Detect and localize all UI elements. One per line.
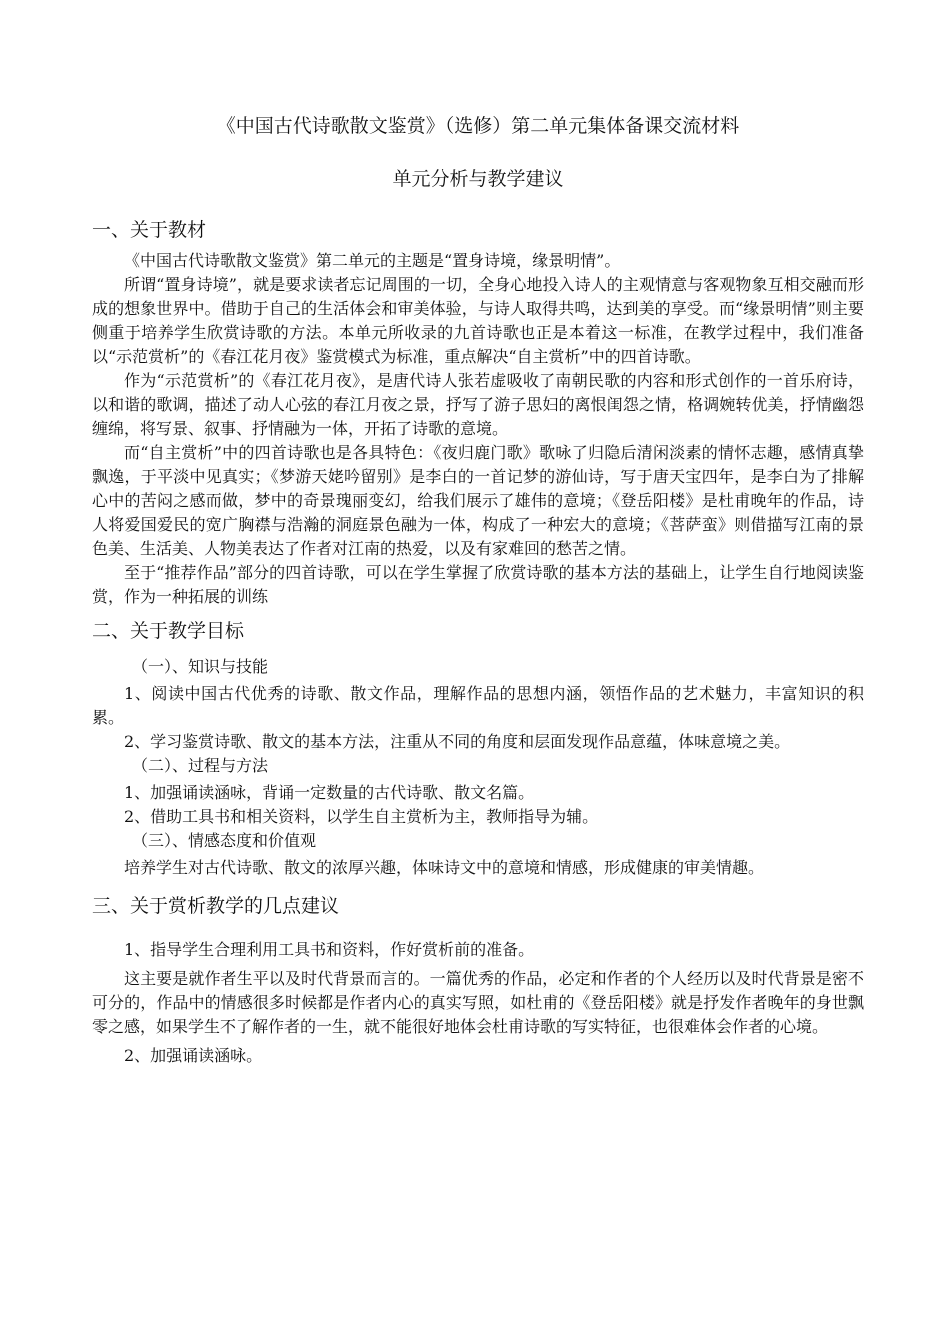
document-title: 《中国古代诗歌散文鉴赏》（选修）第二单元集体备课交流材料 <box>216 115 740 137</box>
section2-item: 1、阅读中国古代优秀的诗歌、散文作品，理解作品的思想内涵，领悟作品的艺术魅力，丰富知识的积累。 <box>92 684 864 727</box>
section2-item: 培养学生对古代诗歌、散文的浓厚兴趣，体味诗文中的意境和情感，形成健康的审美情趣。 <box>124 858 765 877</box>
section2-item: 2、借助工具书和相关资料，以学生自主赏析为主，教师指导为辅。 <box>124 807 599 826</box>
document-page <box>92 112 864 1068</box>
section3-heading: 三、关于赏析教学的几点建议 <box>92 895 340 917</box>
section2-subheading: （一）、知识与技能 <box>132 657 269 676</box>
section1-paragraph: 作为“示范赏析”的《春江花月夜》，是唐代诗人张若虚吸收了南朝民歌的内容和形式创作的一首乐府诗，以和谐的歌调，描述了动人心弦的春江月夜之景，抒写了游子思妇的离恨闺怨之情，格调婉转优美，抒情幽怨缠绵，将写景、叙事、抒情融为一体，开拓了诗歌的意境。 <box>92 371 864 438</box>
section1-paragraph: 而“自主赏析”中的四首诗歌也是各具特色：《夜归鹿门歌》歌咏了归隐后清闲淡素的情怀志趣，感情真挚飘逸，于平淡中见真实；《梦游天姥吟留别》是李白的一首记梦的游仙诗，写于唐天宝四年，是李白为了排解心中的苦闷之感而做，梦中的奇景瑰丽变幻，给我们展示了雄伟的意境；《登岳阳楼》是杜甫晚年的作品，诗人将爱国爱民的宽广胸襟与浩瀚的洞庭景色融为一体，构成了一种宏大的意境；《菩萨蛮》则借描写江南的景色美、生活美、人物美表达了作者对江南的热爱，以及有家难回的愁苦之情。 <box>92 443 864 558</box>
section1-heading: 一、关于教材 <box>92 219 207 241</box>
section2-item: 1、加强诵读涵咏，背诵一定数量的古代诗歌、散文名篇。 <box>124 783 535 802</box>
section2-subheading: （三）、情感态度和价值观 <box>132 831 317 850</box>
section3-paragraph: 这主要是就作者生平以及时代背景而言的。一篇优秀的作品，必定和作者的个人经历以及时代背景是密不可分的，作品中的情感很多时候都是作者内心的真实写照，如杜甫的《登岳阳楼》就是抒发作者晚年的身世飘零之感，如果学生不了解作者的一生，就不能很好地体会杜甫诗歌的写实特征，也很难体会作者的心境。 <box>92 969 864 1036</box>
section2-subheading: （二）、过程与方法 <box>132 756 269 775</box>
section3-paragraph: 2、加强诵读涵咏。 <box>124 1046 263 1065</box>
section1-paragraph: 至于“推荐作品”部分的四首诗歌，可以在学生掌握了欣赏诗歌的基本方法的基础上，让学生自行地阅读鉴赏，作为一种拓展的训练 <box>92 563 864 606</box>
section2-heading: 二、关于教学目标 <box>92 620 245 642</box>
section3-paragraph: 1、指导学生合理利用工具书和资料，作好赏析前的准备。 <box>124 940 535 959</box>
document-subtitle: 单元分析与教学建议 <box>392 168 564 190</box>
section2-item: 2、学习鉴赏诗歌、散文的基本方法，注重从不同的角度和层面发现作品意蕴，体味意境之美。 <box>124 732 791 751</box>
section1-paragraph: 《中国古代诗歌散文鉴赏》第二单元的主题是“置身诗境，缘景明情”。 <box>124 251 621 270</box>
section1-paragraph: 所谓“置身诗境”，就是要求读者忘记周围的一切，全身心地投入诗人的主观情意与客观物象互相交融而形成的想象世界中。借助于自己的生活体会和审美体验，与诗人取得共鸣，达到美的享受。而“缘景明情”则主要侧重于培养学生欣赏诗歌的方法。本单元所收录的九首诗歌也正是本着这一标准，在教学过程中，我们准备以“示范赏析”的《春江花月夜》鉴赏模式为标准，重点解决“自主赏析”中的四首诗歌。 <box>92 275 864 366</box>
